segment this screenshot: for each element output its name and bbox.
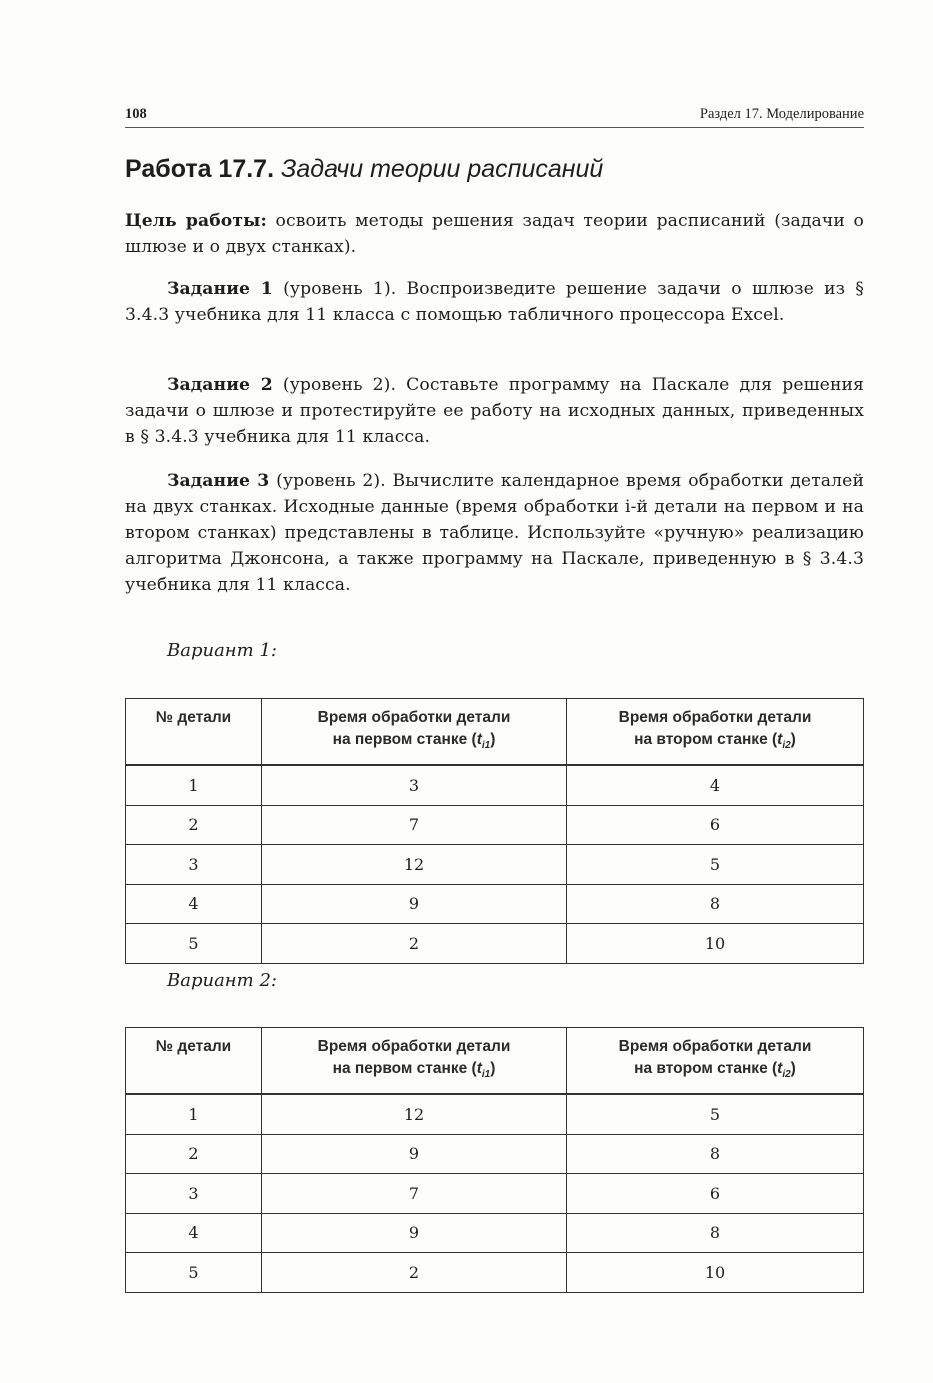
task-1-text: (уровень 1). Воспроизведите решение задачи о шлюзе из § 3.4.3 учебника для 11 класса с помощью табличного процессора Excel.: [125, 279, 864, 325]
cell-t2: 4: [567, 765, 864, 805]
cell-t2: 5: [567, 845, 864, 885]
cell-t1: 9: [262, 1213, 567, 1253]
cell-t2: 8: [567, 1134, 864, 1174]
cell-part: 4: [126, 884, 262, 924]
work-subtitle: Задачи теории расписаний: [281, 155, 604, 183]
cell-part: 5: [126, 924, 262, 964]
cell-t2: 6: [567, 805, 864, 845]
table-row: [126, 924, 864, 964]
table-row: [126, 1213, 864, 1253]
cell-t1: 2: [262, 1253, 567, 1293]
table-header-row: [126, 1028, 864, 1095]
cell-part: 1: [126, 765, 262, 805]
page-number: 108: [125, 106, 147, 122]
cell-part: 5: [126, 1253, 262, 1293]
cell-part: 3: [126, 1174, 262, 1214]
table-row: [126, 765, 864, 805]
cell-t2: 10: [567, 924, 864, 964]
cell-t2: 10: [567, 1253, 864, 1293]
cell-t1: 7: [262, 1174, 567, 1214]
cell-t2: 5: [567, 1094, 864, 1134]
cell-part: 1: [126, 1094, 262, 1134]
cell-t1: 12: [262, 1094, 567, 1134]
cell-t1: 12: [262, 845, 567, 885]
table-row: [126, 1134, 864, 1174]
cell-t2: 8: [567, 1213, 864, 1253]
table-header-row: [126, 699, 864, 766]
table-row: [126, 884, 864, 924]
cell-t2: 8: [567, 884, 864, 924]
cell-part: 2: [126, 805, 262, 845]
task-1-paragraph: [125, 276, 864, 328]
goal-label: Цель работы:: [125, 211, 267, 231]
task-3-paragraph: [125, 468, 864, 598]
task-3-text: (уровень 2). Вычислите календарное время обработки деталей на двух станках. Исходные данные (время обработки i-й детали на первом и на втором станках) представлены в таблице. Используйте «ручную» реализацию алгоритма Джонсона, а также программу на Паскале, приведенную в § 3.4.3 учебника для 11 класса.: [125, 471, 864, 595]
cell-t1: 2: [262, 924, 567, 964]
task-2-text: (уровень 2). Составьте программу на Паскале для решения задачи о шлюзе и протестируйте ее работу на исходных данных, приведенных в § 3.4.3 учебника для 11 класса.: [125, 375, 864, 447]
task-3-label: Задание 3: [167, 471, 270, 491]
variant-1-label: Вариант 1:: [167, 640, 277, 661]
table-row: [126, 1253, 864, 1293]
variant-1-table: [125, 698, 864, 964]
table-row: [126, 805, 864, 845]
cell-t1: 9: [262, 1134, 567, 1174]
goal-paragraph: [125, 208, 864, 260]
running-head: [125, 101, 864, 128]
table-row: [126, 845, 864, 885]
cell-t1: 9: [262, 884, 567, 924]
column-header-machine-1: Время обработки детали на первом станке $(t_{i1})$: [262, 699, 567, 766]
task-2-label: Задание 2: [167, 375, 273, 395]
table-row: [126, 1094, 864, 1134]
column-header-part-number: № детали: [126, 1028, 262, 1095]
goal-text: освоить методы решения задач теории расписаний (задачи о шлюзе и о двух станках).: [125, 211, 864, 257]
column-header-machine-1: Время обработки детали на первом станке $(t_{i1})$: [262, 1028, 567, 1095]
column-header-machine-2: Время обработки детали на втором станке $(t_{i2})$: [567, 1028, 864, 1095]
column-header-part-number: № детали: [126, 699, 262, 766]
task-1-label: Задание 1: [167, 279, 273, 299]
work-number: Работа 17.7.: [125, 155, 275, 183]
variant-2-table: [125, 1027, 864, 1293]
cell-part: 4: [126, 1213, 262, 1253]
cell-part: 3: [126, 845, 262, 885]
variant-2-label: Вариант 2:: [167, 970, 277, 991]
cell-t1: 7: [262, 805, 567, 845]
section-title: Раздел 17. Моделирование: [699, 106, 864, 122]
cell-t1: 3: [262, 765, 567, 805]
cell-t2: 6: [567, 1174, 864, 1214]
column-header-machine-2: Время обработки детали на втором станке $(t_{i2})$: [567, 699, 864, 766]
task-2-paragraph: [125, 372, 864, 450]
table-row: [126, 1174, 864, 1214]
page-title: [125, 155, 603, 184]
cell-part: 2: [126, 1134, 262, 1174]
